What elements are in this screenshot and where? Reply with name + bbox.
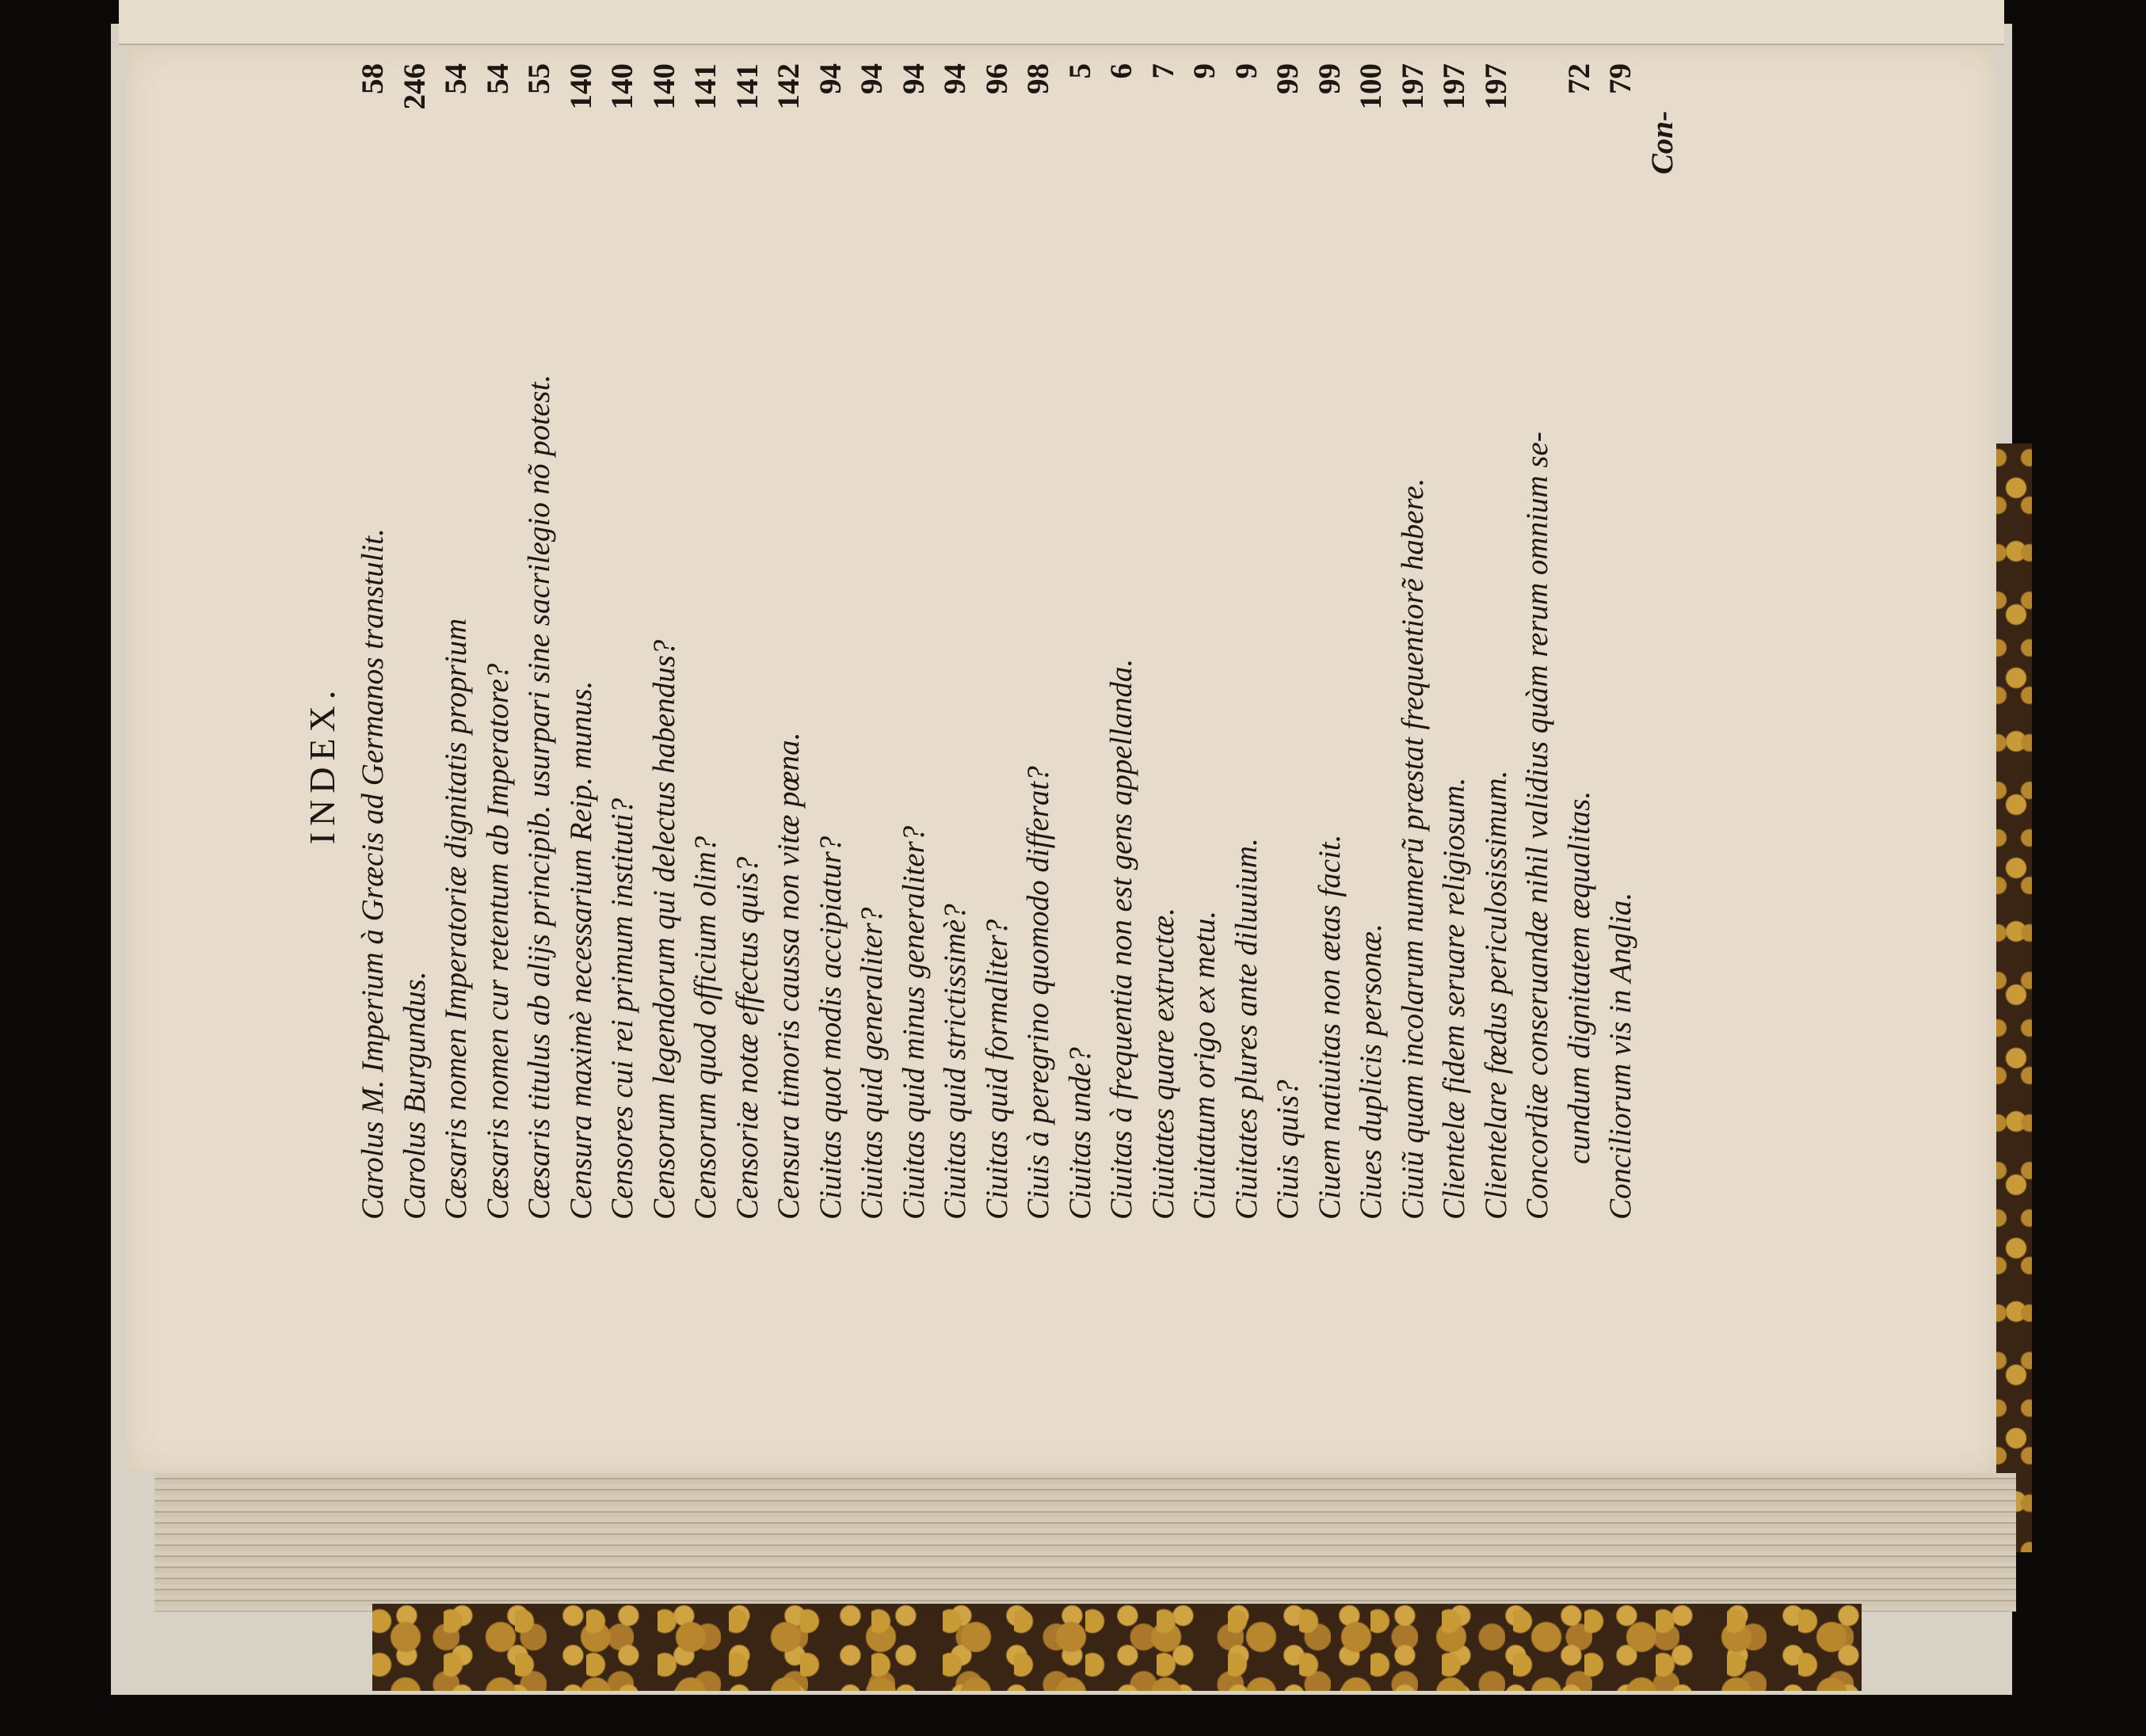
entry-text: Carolus M. Imperium à Græcis ad Germanos transtulit. bbox=[356, 528, 390, 1220]
index-entry bbox=[1062, 63, 1107, 1220]
index-entry bbox=[1603, 63, 1647, 1220]
index-entry bbox=[1519, 63, 1564, 1220]
index-entry bbox=[1353, 63, 1397, 1220]
catchword: Con- bbox=[1645, 111, 1679, 175]
entry-text: Ciuis à peregrino quomodo differat? bbox=[1021, 766, 1055, 1220]
index-entry bbox=[1270, 63, 1314, 1220]
entry-page-number: 140 bbox=[646, 63, 681, 110]
index-entry bbox=[1103, 63, 1148, 1220]
entry-text: Ciuitatum origo ex metu. bbox=[1187, 911, 1222, 1220]
entry-page-number: 54 bbox=[480, 63, 515, 94]
entry-text: Cæsaris nomen cur retentum ab Imperatore? bbox=[480, 663, 515, 1220]
entry-text: Clientelare fœdus periculosissimum. bbox=[1478, 770, 1513, 1220]
entry-text: Censura maximè necessarium Reip. munus. bbox=[563, 680, 598, 1220]
entry-text: Ciuis quis? bbox=[1271, 1079, 1305, 1220]
index-entry bbox=[1187, 63, 1231, 1220]
entry-text: Ciuitas quid formaliter? bbox=[979, 919, 1014, 1220]
index-entry bbox=[1436, 63, 1481, 1220]
entry-page-number: 58 bbox=[356, 63, 390, 94]
entry-text: Ciues duplicis personæ. bbox=[1354, 923, 1388, 1220]
entry-text: cundum dignitatem æqualitas. bbox=[1561, 790, 1596, 1164]
entry-page-number: 94 bbox=[813, 63, 848, 94]
entry-text: Concordiæ conseruandæ nihil validius quàm rerum omnium se- bbox=[1520, 432, 1554, 1220]
entry-page-number: 140 bbox=[563, 63, 598, 110]
index-entry bbox=[1395, 63, 1439, 1220]
entry-text: Ciuem natiuitas non ætas facit. bbox=[1312, 834, 1347, 1220]
entry-page-number: 99 bbox=[1271, 63, 1305, 94]
entry-text: Ciuitas quid minus generaliter? bbox=[896, 825, 931, 1220]
entry-page-number: 141 bbox=[688, 63, 722, 110]
previous-page-edge bbox=[119, 0, 2004, 45]
entry-text: Conciliorum vis in Anglia. bbox=[1603, 892, 1637, 1220]
index-entry bbox=[438, 63, 482, 1220]
page-fore-edge bbox=[154, 1473, 2016, 1612]
entry-text: Ciuitas quot modis accipiatur? bbox=[813, 836, 848, 1220]
entry-text: Ciuitates plures ante diluuium. bbox=[1229, 838, 1264, 1220]
index-entry bbox=[1561, 63, 1606, 1220]
marbled-cover-bottom bbox=[372, 1604, 1862, 1691]
entry-text: Censorum quod officium olim? bbox=[688, 836, 722, 1220]
entry-text: Ciuitas unde? bbox=[1062, 1047, 1097, 1220]
entry-page-number: 141 bbox=[730, 63, 764, 110]
entry-page-number: 100 bbox=[1354, 63, 1388, 110]
entry-text: Ciuitates quare extructæ. bbox=[1145, 908, 1180, 1220]
entry-page-number: 54 bbox=[439, 63, 473, 94]
entry-text: Cæsaris nomen Imperatoriæ dignitatis proprium bbox=[439, 618, 473, 1220]
entry-text: Clientelæ fidem seruare religiosum. bbox=[1437, 777, 1471, 1220]
entry-page-number: 94 bbox=[855, 63, 889, 94]
index-entry bbox=[1478, 63, 1523, 1220]
entry-page-number: 96 bbox=[979, 63, 1014, 94]
index-entry bbox=[771, 63, 815, 1220]
entry-text: Ciuiũ quam incolarum numerũ præstat frequentiorẽ habere. bbox=[1395, 478, 1430, 1220]
entry-page-number: 99 bbox=[1312, 63, 1347, 94]
entry-page-number: 7 bbox=[1145, 63, 1180, 79]
index-entry bbox=[604, 63, 649, 1220]
index-entry bbox=[688, 63, 732, 1220]
entry-page-number: 142 bbox=[772, 63, 806, 110]
index-entry bbox=[979, 63, 1023, 1220]
entry-text: Ciuitas quid strictissimè? bbox=[938, 904, 972, 1220]
entry-text: Cæsaris titulus ab alijs principib. usurpari sine sacrilegio nõ potest. bbox=[522, 374, 556, 1220]
index-entry bbox=[813, 63, 857, 1220]
index-heading: INDEX. bbox=[302, 683, 342, 845]
index-entry bbox=[397, 63, 441, 1220]
entry-page-number: 197 bbox=[1437, 63, 1471, 110]
entry-page-number: 55 bbox=[522, 63, 556, 94]
entry-page-number: 140 bbox=[605, 63, 639, 110]
entry-text: Censoriæ notæ effectus quis? bbox=[730, 856, 764, 1220]
entry-page-number: 5 bbox=[1062, 63, 1097, 79]
index-entry bbox=[730, 63, 774, 1220]
entry-text: Ciuitas à frequentia non est gens appellanda. bbox=[1104, 658, 1138, 1220]
entry-text: Ciuitas quid generaliter? bbox=[855, 907, 889, 1220]
index-entry bbox=[1312, 63, 1356, 1220]
entry-text: Censores cui rei primum instituti? bbox=[605, 798, 639, 1220]
entry-page-number: 72 bbox=[1561, 63, 1596, 94]
index-entry bbox=[521, 63, 566, 1220]
entry-page-number: 98 bbox=[1021, 63, 1055, 94]
entry-page-number: 197 bbox=[1478, 63, 1513, 110]
index-entry bbox=[1229, 63, 1273, 1220]
index-entry bbox=[1020, 63, 1065, 1220]
entry-page-number: 79 bbox=[1603, 63, 1637, 94]
entry-page-number: 94 bbox=[938, 63, 972, 94]
index-entry bbox=[854, 63, 898, 1220]
index-entry bbox=[480, 63, 524, 1220]
entry-page-number: 197 bbox=[1395, 63, 1430, 110]
index-entry bbox=[896, 63, 940, 1220]
index-entry bbox=[646, 63, 691, 1220]
entry-text: Carolus Burgundus. bbox=[397, 971, 432, 1220]
index-entry bbox=[1145, 63, 1190, 1220]
entry-page-number: 9 bbox=[1229, 63, 1264, 79]
entry-page-number: 246 bbox=[397, 63, 432, 110]
index-entry bbox=[937, 63, 982, 1220]
entry-page-number: 9 bbox=[1187, 63, 1222, 79]
index-entry bbox=[355, 63, 399, 1220]
entry-text: Censura timoris caussa non vitæ pœna. bbox=[772, 732, 806, 1220]
index-entry bbox=[563, 63, 608, 1220]
entry-page-number: 94 bbox=[896, 63, 931, 94]
index-text-block bbox=[301, 63, 1790, 1220]
entry-text: Censorum legendorum qui delectus habendus? bbox=[646, 639, 681, 1220]
entry-page-number: 6 bbox=[1104, 63, 1138, 79]
